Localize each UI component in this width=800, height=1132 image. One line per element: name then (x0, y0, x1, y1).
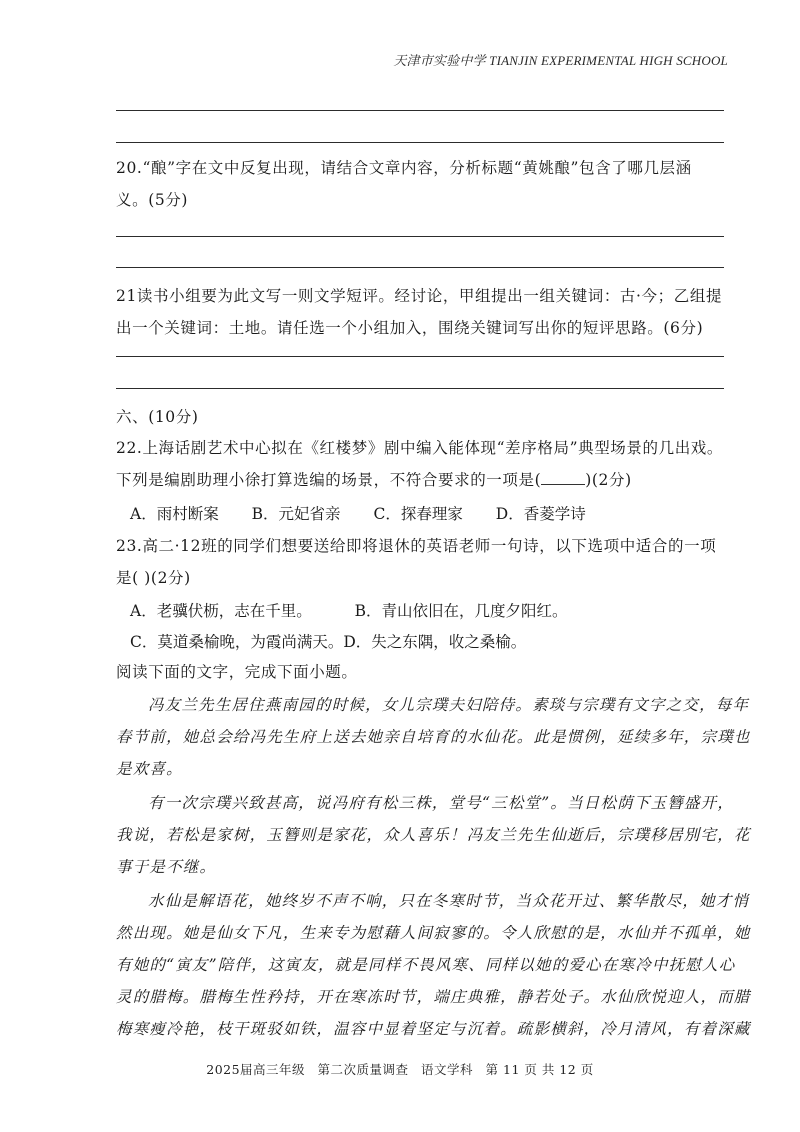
question-23-options-ab (130, 601, 596, 621)
passage-p2-line-1: 有一次宗璞兴致甚高，说冯府有松三株，堂号“三松堂”。当日松荫下玉簪盛开， (148, 794, 735, 812)
option-b: B．青山依旧在，几度夕阳红。 (354, 602, 568, 620)
question-23-line-2: 是( )(2分) (116, 569, 191, 587)
question-23-options-cd (130, 632, 554, 652)
answer-line (116, 236, 724, 237)
passage-p1-line-3: 是欢喜。 (116, 760, 183, 778)
answer-line (116, 356, 724, 357)
question-22-options (130, 504, 614, 524)
footer-page-number: 第 11 页 共 12 页 (485, 1062, 594, 1077)
reading-intro: 阅读下面的文字，完成下面小题。 (116, 663, 358, 681)
answer-line (116, 388, 724, 389)
question-22-line-1: 22.上海话剧艺术中心拟在《红楼梦》剧中编入能体现“差序格局”典型场景的几出戏。 (116, 439, 724, 457)
passage-p2-line-2: 我说，若松是家树，玉簪则是家花，众人喜乐！冯友兰先生仙逝后，宗璞移居別宅，花 (116, 826, 751, 844)
question-22-stem: 下列是编剧助理小徐打算选编的场景，不符合要求的一项是( (116, 471, 542, 489)
passage-p2-line-3: 事于是不继。 (116, 858, 217, 876)
passage-p3-line-5: 梅寒瘦冷艳，枝干斑驳如铁，温容中显着坚定与沉着。疏影横斜，冷月清风，有着深藏 (116, 1020, 751, 1038)
answer-line (116, 142, 724, 143)
answer-line (116, 267, 724, 268)
question-21-line-2: 出一个关键词：土地。请任选一个小组加入，围绕关键词写出你的短评思路。(6分) (116, 319, 704, 337)
passage-p3-line-1: 水仙是解语花，她终岁不声不响，只在冬寒时节，当众花开过、繁华散尽，她才悄 (148, 892, 750, 910)
passage-p3-line-4: 灵的腊梅。腊梅生性矜持，开在寒冻时节，端庄典雅，静若处子。水仙欣悦迎人，而腊 (116, 988, 751, 1006)
footer-exam: 第二次质量调查 (317, 1062, 409, 1077)
question-21-line-1: 21读书小组要为此文写一则文学短评。经讨论，甲组提出一组关键词：古·今；乙组提 (116, 287, 723, 305)
passage-p3-line-2: 然出现。她是仙女下凡，生来专为慰藉人间寂寥的。令人欣慰的是，水仙并不孤单，她 (116, 924, 751, 942)
section-6-title: 六、(10分) (116, 408, 199, 426)
option-a: A．老骥伏枥，志在千里。 (130, 602, 312, 620)
passage-p1-line-1: 冯友兰先生居住燕南园的时候，女儿宗璞夫妇陪侍。素琰与宗璞有文字之交，每年 (148, 696, 750, 714)
footer-grade: 2025届高三年级 (206, 1062, 306, 1077)
footer-subject: 语文学科 (421, 1062, 474, 1077)
question-22-score: )(2分) (585, 471, 632, 489)
question-22-line-2 (116, 470, 632, 490)
question-20-line-2: 义。(5分) (116, 191, 189, 209)
passage-p3-line-3: 有她的“寅友”陪伴，这寅友，就是同样不畏风寒、同样以她的爱心在寒冷中抚慰人心 (116, 956, 736, 974)
question-20-line-1: 20.“酿”字在文中反复出现，请结合文章内容，分析标题“黄姚酿”包含了哪几层涵 (116, 159, 692, 177)
option-c-d: C．莫道桑榆晚，为霞尚满天。D．失之东隅，收之桑榆。 (130, 633, 527, 651)
option-b: B．元妃省亲 (251, 505, 341, 523)
answer-line (116, 110, 724, 111)
question-23-line-1: 23.高二·12班的同学们想要送给即将退休的英语老师一句诗，以下选项中适合的一项 (116, 537, 717, 555)
option-c: C．探春理家 (373, 505, 463, 523)
option-a: A．雨村断案 (130, 505, 219, 523)
page-footer (0, 1060, 800, 1078)
option-d: D．香菱学诗 (495, 505, 586, 523)
passage-p1-line-2: 春节前，她总会给冯先生府上送去她亲自培育的水仙花。此是惯例，延续多年，宗璞也 (116, 728, 751, 746)
answer-blank (541, 470, 585, 485)
school-header: 天津市实验中学 TIANJIN EXPERIMENTAL HIGH SCHOOL (393, 53, 728, 68)
